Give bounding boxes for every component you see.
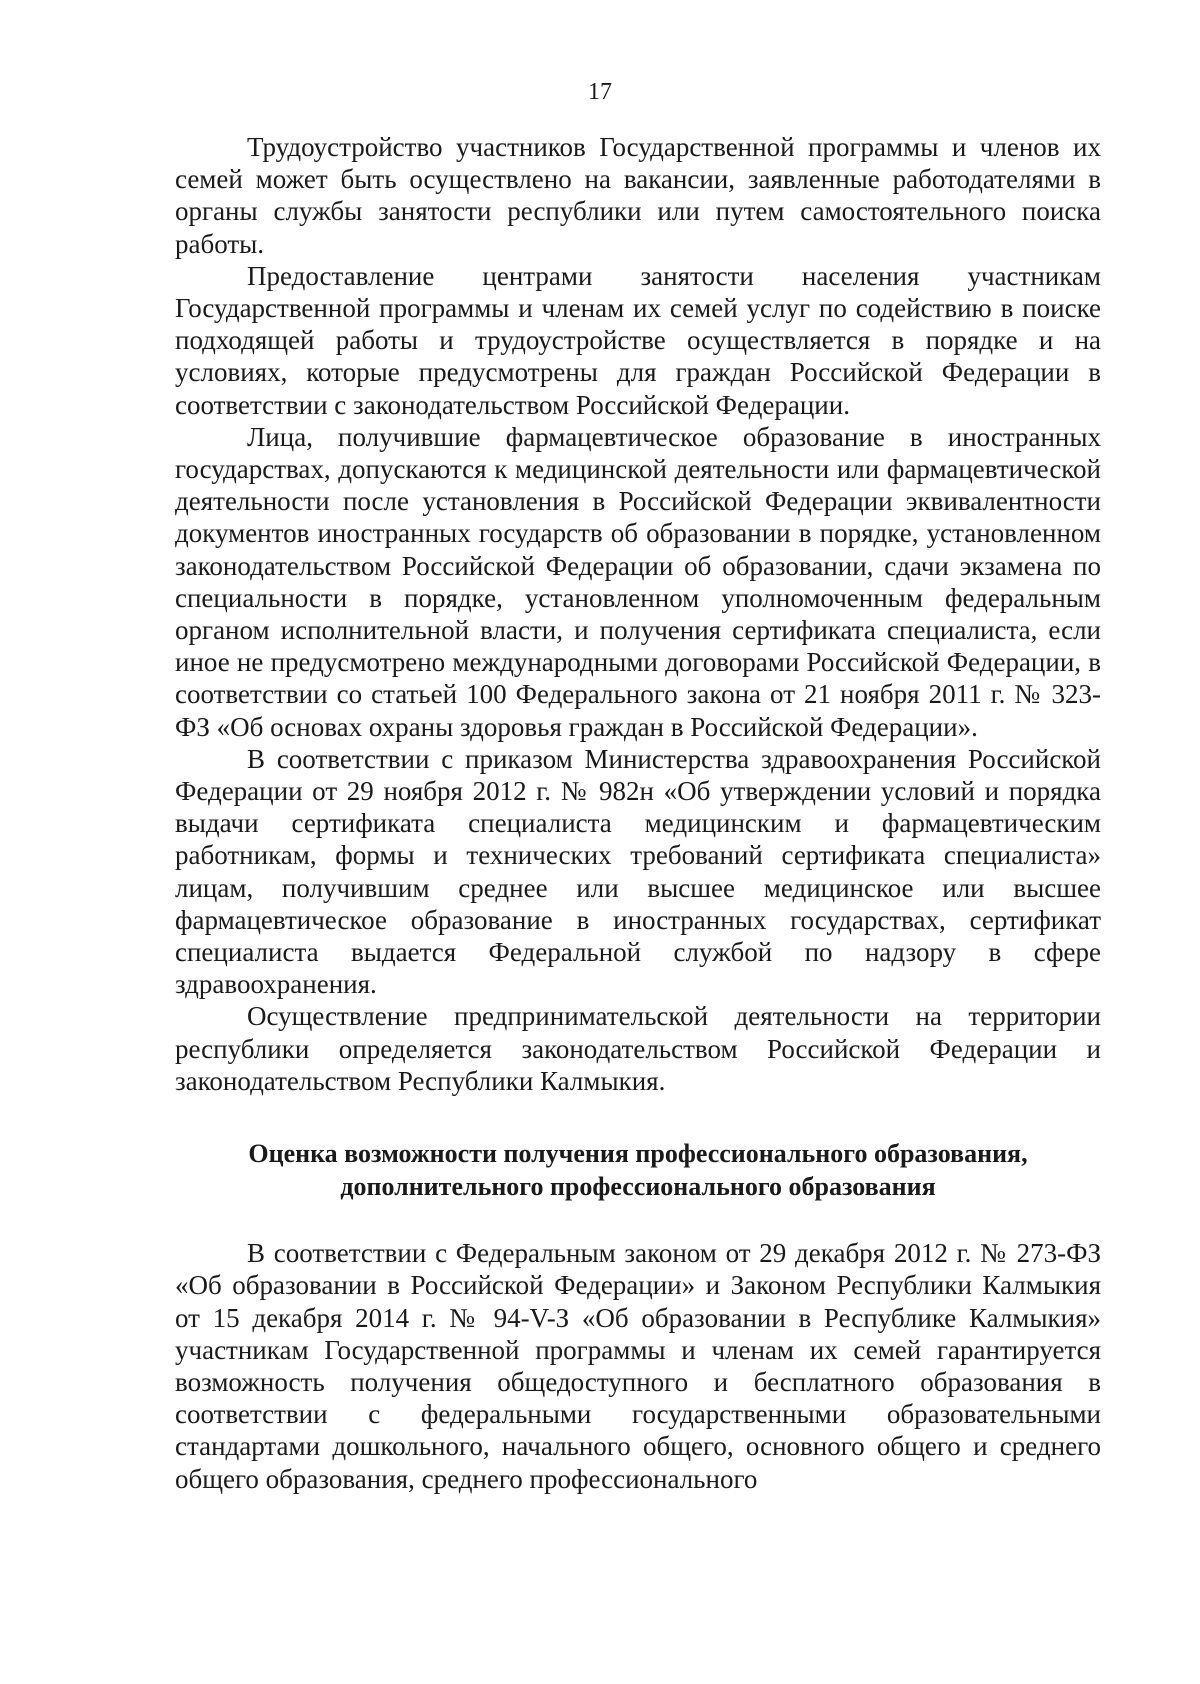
section-heading-line-2: дополнительного профессионального образования bbox=[340, 1172, 936, 1202]
paragraph-employment: Трудоустройство участников Государственной программы и членов их семей может быть осуществлено на вакансии, заявленные работодателями в органы службы занятости республики или путем самостоятельного поиска работы. bbox=[175, 132, 1101, 259]
section-heading bbox=[175, 1137, 1101, 1203]
paragraph-entrepreneurship: Осуществление предпринимательской деятельности на территории республики определяется законодательством Российской Федерации и законодательством Республики Калмыкия. bbox=[175, 1001, 1101, 1096]
paragraph-education-law: В соответствии с Федеральным законом от 29 декабря 2012 г. № 273-ФЗ «Об образовании в Российской Федерации» и Законом Республики Калмыкия от 15 декабря 2014 г. № 94-V-З «Об образовании в Республике Калмыкия» участникам Государственной программы и членам их семей гарантируется возможность получения общедоступного и бесплатного образования в соответствии с федеральными государственными образовательными стандартами дошкольного, начального общего, основного общего и среднего общего образования, среднего профессионального bbox=[175, 1238, 1101, 1494]
paragraph-pharmaceutical-education: Лица, получившие фармацевтическое образование в иностранных государствах, допускаются к медицинской деятельности или фармацевтической деятельности после установления в Российской Федерации эквивалентности документов иностранных государств об образовании в порядке, установленном законодательством Российской Федерации об образовании, сдачи экзамена по специальности в порядке, установленном уполномоченным федеральным органом исполнительной власти, и получения сертификата специалиста, если иное не предусмотрено международными договорами Российской Федерации, в соответствии со статьей 100 Федерального закона от 21 ноября 2011 г. № 323-ФЗ «Об основах охраны здоровья граждан в Российской Федерации». bbox=[175, 421, 1101, 742]
document-body bbox=[175, 131, 1101, 1495]
paragraph-health-ministry-order: В соответствии с приказом Министерства здравоохранения Российской Федерации от 29 ноября 2012 г. № 982н «Об утверждении условий и порядка выдачи сертификата специалиста медицинским и фармацевтическим работникам, формы и технических требований сертификата специалиста» лицам, получившим среднее или высшее медицинское или высшее фармацевтическое образование в иностранных государствах, сертификат специалиста выдается Федеральной службой по надзору в сфере здравоохранения. bbox=[175, 743, 1101, 1000]
paragraph-employment-centers: Предоставление центрами занятости населения участникам Государственной программы и членам их семей услуг по содействию в поиске подходящей работы и трудоустройстве осуществляется в порядке и на условиях, которые предусмотрены для граждан Российской Федерации в соответствии с законодательством Российской Федерации. bbox=[175, 260, 1101, 420]
section-heading-line-1: Оценка возможности получения профессионального образования, bbox=[248, 1139, 1028, 1169]
page-number: 17 bbox=[588, 79, 612, 105]
